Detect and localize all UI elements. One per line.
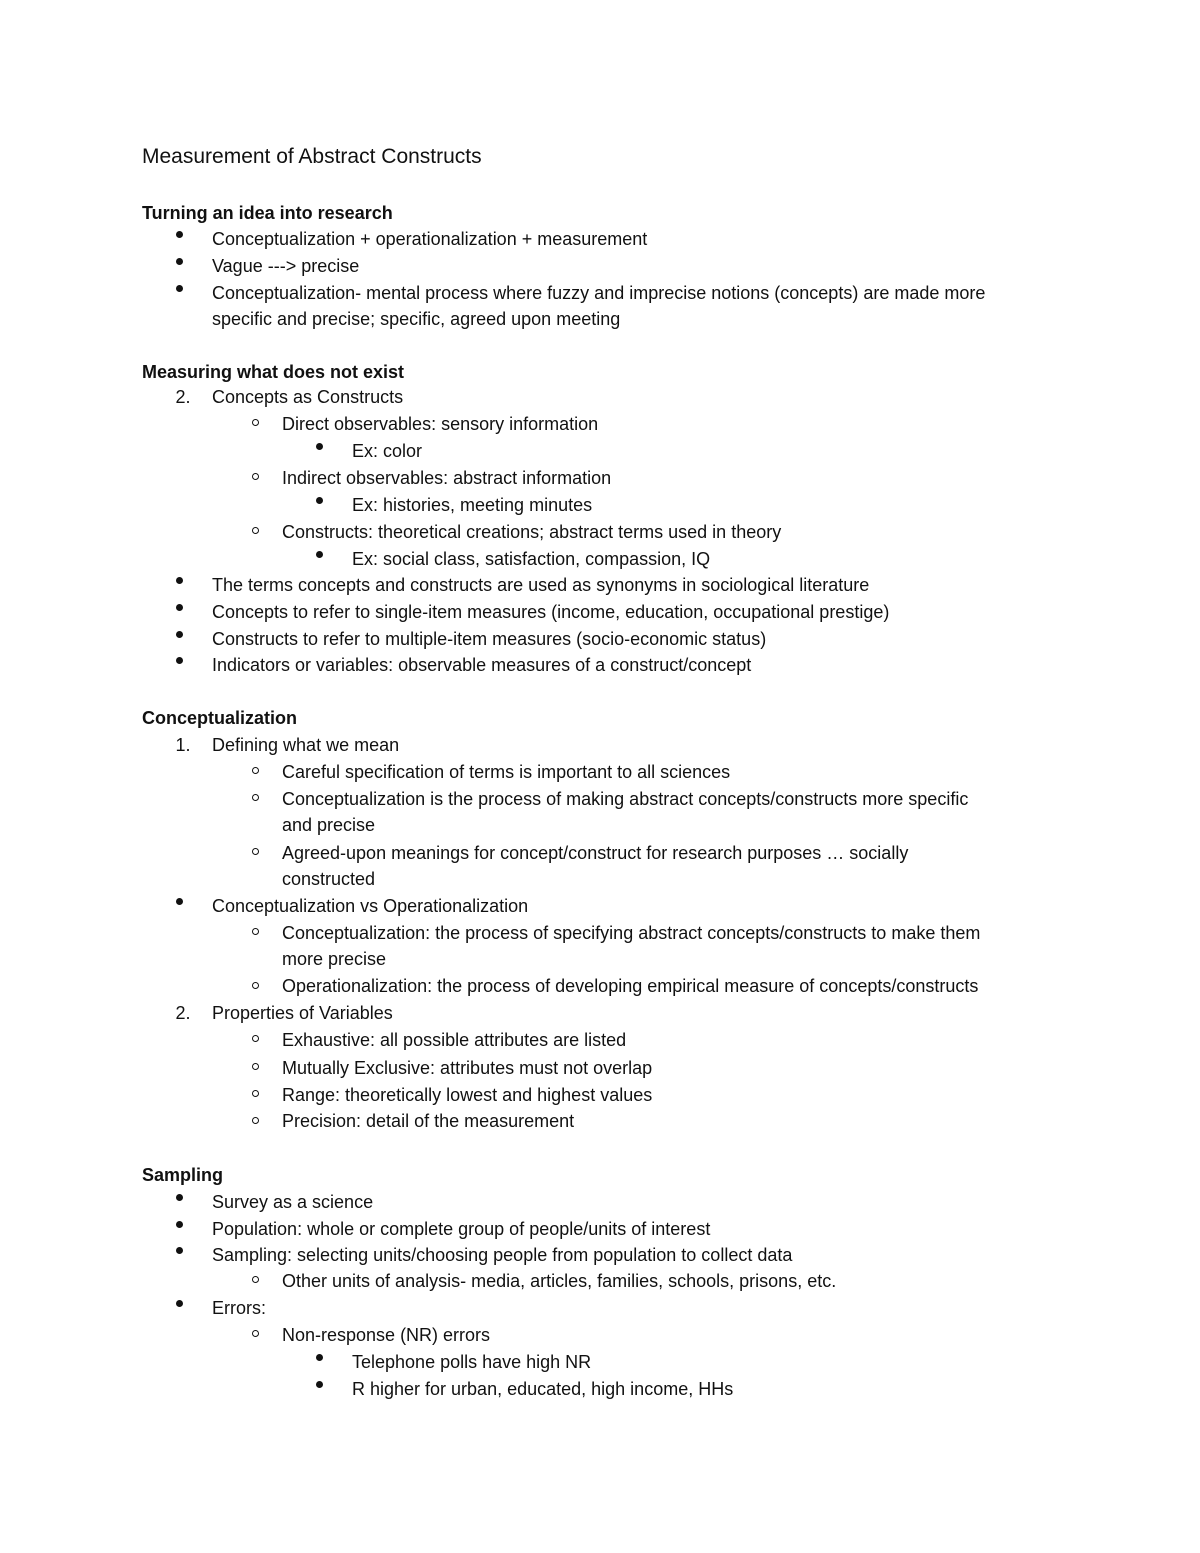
list-number: 1. <box>175 735 191 755</box>
list-item: Conceptualization: the process of specifying abstract concepts/constructs to make them <box>282 923 981 943</box>
list-item: Indirect observables: abstract information <box>282 468 612 488</box>
list-item: Ex: histories, meeting minutes <box>352 495 593 515</box>
list-item: Errors: <box>212 1298 266 1318</box>
list-item: Precision: detail of the measurement <box>282 1111 575 1131</box>
list-item: Range: theoretically lowest and highest values <box>282 1085 653 1105</box>
list-item: Other units of analysis- media, articles, families, schools, prisons, etc. <box>282 1271 837 1291</box>
list-item: Ex: social class, satisfaction, compassion, IQ <box>352 549 711 569</box>
list-item-continuation: constructed <box>282 869 376 889</box>
list-item: Conceptualization + operationalization + measurement <box>212 229 648 249</box>
bullet-dot <box>316 551 323 558</box>
section-heading-sampling: Sampling <box>142 1165 224 1185</box>
bullet-dot <box>176 1300 183 1307</box>
bullet-dot <box>176 657 183 664</box>
list-item: Agreed-upon meanings for concept/construct for research purposes … socially <box>282 843 909 863</box>
bullet-dot <box>316 497 323 504</box>
bullet-dot <box>316 443 323 450</box>
list-item: The terms concepts and constructs are used as synonyms in sociological literature <box>212 575 870 595</box>
list-item: Indicators or variables: observable measures of a construct/concept <box>212 655 752 675</box>
list-item: Properties of Variables <box>212 1003 393 1023</box>
list-item: Defining what we mean <box>212 735 400 755</box>
bullet-dot <box>176 285 183 292</box>
document-title: Measurement of Abstract Constructs <box>142 145 482 168</box>
bullet-dot <box>176 1247 183 1254</box>
list-item: Non-response (NR) errors <box>282 1325 491 1345</box>
bullet-circle <box>252 1276 259 1283</box>
list-item: Direct observables: sensory information <box>282 414 599 434</box>
bullet-dot <box>176 898 183 905</box>
bullet-circle <box>252 1090 259 1097</box>
bullet-dot <box>176 1221 183 1228</box>
list-number: 2. <box>175 1003 191 1023</box>
bullet-dot <box>176 258 183 265</box>
bullet-circle <box>252 419 259 426</box>
bullet-circle <box>252 473 259 480</box>
list-item: Constructs: theoretical creations; abstract terms used in theory <box>282 522 782 542</box>
list-number: 2. <box>175 387 191 407</box>
list-item: Operationalization: the process of developing empirical measure of concepts/constructs <box>282 976 979 996</box>
section-heading-conceptualization: Conceptualization <box>142 708 298 728</box>
list-item: Conceptualization is the process of making abstract concepts/constructs more specific <box>282 789 969 809</box>
bullet-dot <box>176 631 183 638</box>
list-item: Telephone polls have high NR <box>352 1352 592 1372</box>
bullet-dot <box>176 577 183 584</box>
bullet-circle <box>252 1063 259 1070</box>
bullet-dot <box>316 1354 323 1361</box>
bullet-circle <box>252 1117 259 1124</box>
bullet-circle <box>252 928 259 935</box>
list-item-continuation: more precise <box>282 949 387 969</box>
bullet-dot <box>176 1194 183 1201</box>
bullet-dot <box>176 231 183 238</box>
bullet-circle <box>252 794 259 801</box>
bullet-circle <box>252 1330 259 1337</box>
bullet-circle <box>252 1035 259 1042</box>
list-item: Careful specification of terms is important to all sciences <box>282 762 731 782</box>
bullet-dot <box>316 1381 323 1388</box>
list-item: Vague ---> precise <box>212 256 360 276</box>
section-heading-measuring: Measuring what does not exist <box>142 362 405 382</box>
list-item: Constructs to refer to multiple-item measures (socio-economic status) <box>212 629 767 649</box>
list-item-continuation: and precise <box>282 815 376 835</box>
list-item: Sampling: selecting units/choosing people from population to collect data <box>212 1245 793 1265</box>
list-item: Mutually Exclusive: attributes must not overlap <box>282 1058 653 1078</box>
list-item: Ex: color <box>352 441 423 461</box>
list-item: Survey as a science <box>212 1192 374 1212</box>
list-item-continuation: specific and precise; specific, agreed upon meeting <box>212 309 621 329</box>
list-item: Conceptualization- mental process where fuzzy and imprecise notions (concepts) are made more <box>212 283 986 303</box>
list-item: Conceptualization vs Operationalization <box>212 896 529 916</box>
list-item: R higher for urban, educated, high income, HHs <box>352 1379 734 1399</box>
list-item: Population: whole or complete group of people/units of interest <box>212 1219 711 1239</box>
bullet-circle <box>252 982 259 989</box>
section-heading-turning-idea: Turning an idea into research <box>142 203 393 223</box>
list-item: Concepts as Constructs <box>212 387 404 407</box>
list-item: Concepts to refer to single-item measures (income, education, occupational prestige) <box>212 602 890 622</box>
bullet-circle <box>252 848 259 855</box>
bullet-circle <box>252 527 259 534</box>
bullet-dot <box>176 604 183 611</box>
list-item: Exhaustive: all possible attributes are listed <box>282 1030 627 1050</box>
bullet-circle <box>252 767 259 774</box>
